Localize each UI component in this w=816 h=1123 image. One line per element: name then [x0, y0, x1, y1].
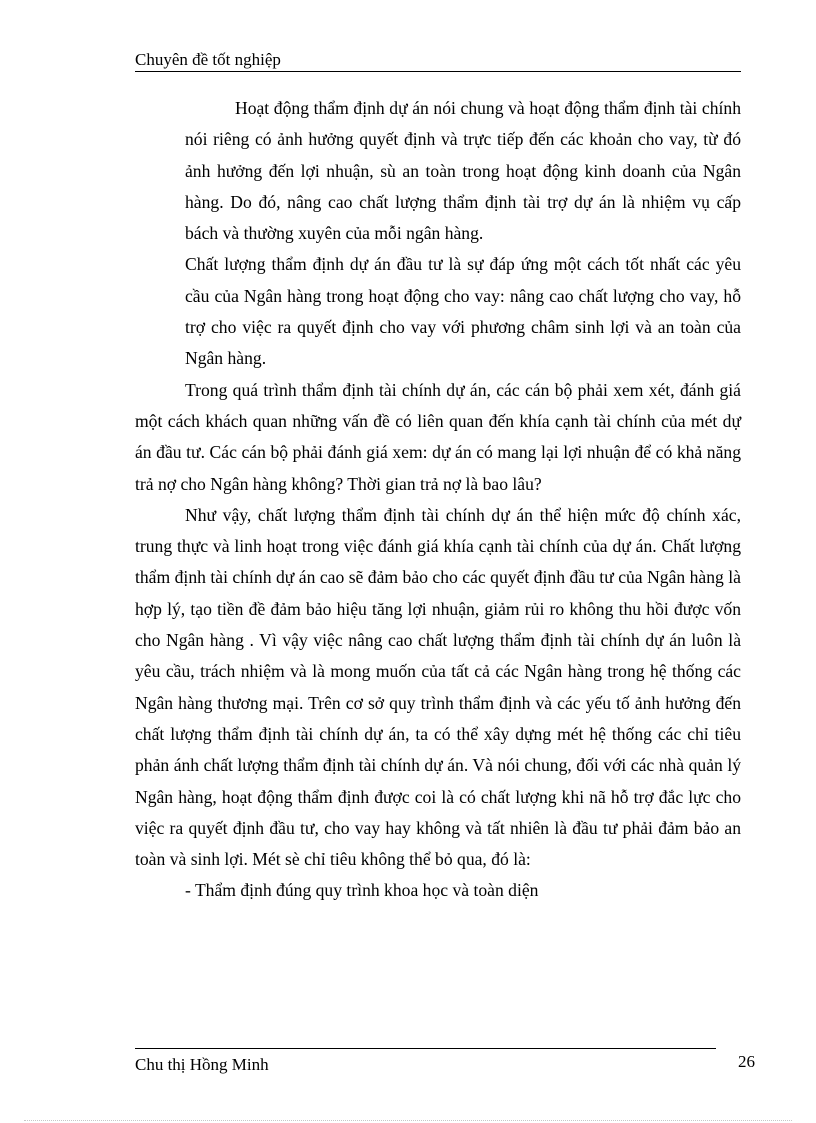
paragraph-4: Như vậy, chất lượng thẩm định tài chính dự án thể hiện mức độ chính xác, trung thực và linh hoạt trong việc đánh giá khía cạnh tài chính của dự án. Chất lượng thẩm định tài chính dự án cao sẽ đảm bảo cho các quyết định đầu tư của Ngân hàng là hợp lý, tạo tiền đề đảm bảo hiệu tăng lợi nhuận, giảm rủi ro không thu hồi được vốn cho Ngân hàng . Vì vậy việc nâng cao chất lượng thẩm định tài chính dự án luôn là yêu cầu, trách nhiệm và là mong muốn của tất cả các Ngân hàng trong hệ thống các Ngân hàng thương mại. Trên cơ sở quy trình thẩm định và các yếu tố ảnh hưởng đến chất lượng thẩm định tài chính dự án, ta có thể xây dựng mét hệ thống các chỉ tiêu phản ánh chất lượng thẩm định tài chính dự án. Và nói chung, đối với các nhà quản lý Ngân hàng, hoạt động thẩm định được coi là có chất lượng khi nã hỗ trợ đắc lực cho việc ra quyết định đầu tư, cho vay hay không và tất nhiên là đầu tư phải đảm bảo an toàn và sinh lợi. Mét sè chỉ tiêu không thể bỏ qua, đó là: — [135, 504, 741, 870]
bullet-item: - Thẩm định đúng quy trình khoa học và toàn diện — [185, 880, 539, 901]
paragraph-3: Trong quá trình thẩm định tài chính dự án, các cán bộ phải xem xét, đánh giá một cách khách quan những vấn đề có liên quan đến khía cạnh tài chính của mét dự án đầu tư. Các cán bộ phải đánh giá xem: dự án có mang lại lợi nhuận để có khả năng trả nợ cho Ngân hàng không? Thời gian trả nợ là bao lâu? — [135, 379, 741, 494]
paragraph-1: Hoạt động thẩm định dự án nói chung và hoạt động thẩm định tài chính nói riêng có ảnh hưởng quyết định và trực tiếp đến các khoản cho vay, từ đó ảnh hưởng đến lợi nhuận, sù an toàn trong hoạt động kinh doanh của Ngân hàng. Do đó, nâng cao chất lượng thẩm định tài trợ dự án là nhiệm vụ cấp bách và thường xuyên của mỗi ngân hàng. — [185, 98, 741, 244]
body-text — [135, 93, 741, 907]
header-title: Chuyên đề tốt nghiệp — [135, 50, 281, 69]
footer-rule — [135, 1048, 716, 1049]
paragraph-2: Chất lượng thẩm định dự án đầu tư là sự đáp ứng một cách tốt nhất các yêu cầu của Ngân hàng trong hoạt động cho vay: nâng cao chất lượng cho vay, hỗ trợ cho việc ra quyết định cho vay với phương châm sinh lợi và an toàn của Ngân hàng. — [185, 254, 741, 369]
page-edge-divider — [24, 1120, 792, 1121]
footer-author: Chu thị Hồng Minh — [135, 1055, 269, 1074]
page-number: 26 — [738, 1052, 755, 1071]
header-rule — [135, 71, 741, 72]
